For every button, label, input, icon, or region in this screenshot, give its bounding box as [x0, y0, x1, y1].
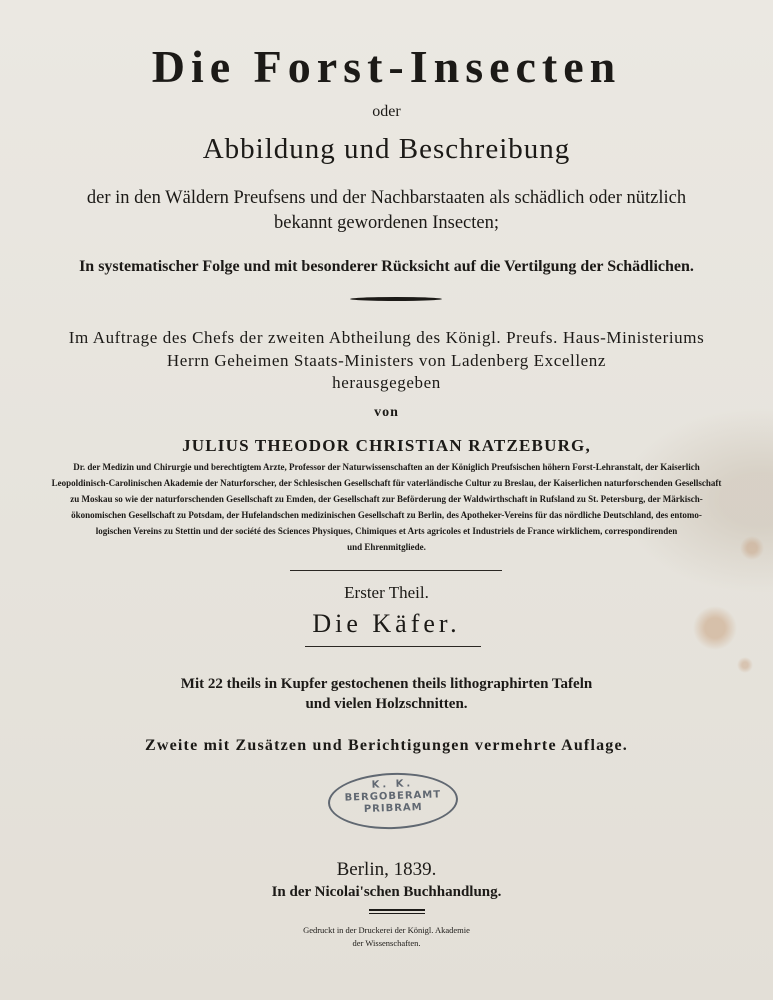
- stamp-line: K. K.: [371, 778, 414, 791]
- library-stamp: [327, 771, 459, 832]
- commission-line-2: Herrn Geheimen Staats-Ministers von Ladenberg Excellenz: [166, 351, 607, 370]
- printer-line-1: Gedruckt in der Druckerei der Königl. Akademie: [303, 925, 470, 935]
- author-credentials-line: Dr. der Medizin und Chirurgie und berechtigtem Arzte, Professor der Naturwissenschaften an der Königlich Preufsischen höhern Forst-Lehranstalt, der Kaiserlich: [73, 462, 700, 472]
- author-credentials-line: ökonomischen Gesellschaft zu Potsdam, der Hufelandschen medizinischen Gesellschaft zu Berlin, des Apotheker-Vereins für das nördliche Deutschland, des entomo-: [71, 510, 702, 520]
- double-rule: [369, 913, 425, 914]
- printer-line-2: der Wissenschaften.: [352, 938, 421, 948]
- plates-line-1: Mit 22 theils in Kupfer gestochenen theils lithographirten Tafeln: [180, 676, 593, 692]
- stamp-line: BERGOBERAMT: [344, 789, 442, 804]
- part-number: Erster Theil.: [344, 583, 429, 602]
- stamp-line: PRIBRAM: [363, 801, 423, 816]
- author-credentials-line: zu Moskau so wie der naturforschenden Gesellschaft zu Emden, der Gesellschaft zur Beförderung der Waldwirthschaft in Rufsland zu St. Petersburg, der Märkisch-: [70, 494, 703, 504]
- edition-statement: Zweite mit Zusätzen und Berichtigungen vermehrte Auflage.: [144, 737, 629, 754]
- divider-rule: [305, 646, 481, 647]
- author-credentials-line: Leopoldinisch-Carolinischen Akademie der Naturforscher, der Schlesischen Gesellschaft für vaterländische Cultur zu Breslau, der Kaiserlichen naturforschenden Gesellschaft: [51, 478, 722, 488]
- author-credentials-line: logischen Vereins zu Stettin und der société des Sciences Physiques, Chimiques et Arts agricoles et Industriels de France wirklichem, correspondirenden: [95, 526, 678, 536]
- commission-line-1: Im Auftrage des Chefs der zweiten Abtheilung des Königl. Preufs. Haus-Ministeriums: [68, 328, 705, 347]
- ornamental-rule: [350, 297, 442, 301]
- subtitle-line-2: bekannt gewordenen Insecten;: [274, 213, 499, 233]
- book-title: Die Forst-Insecten: [151, 41, 622, 92]
- place-and-year: Berlin, 1839.: [336, 859, 437, 880]
- part-title: Die Käfer.: [312, 609, 461, 638]
- subtitle-line-1: der in den Wäldern Preufsens und der Nachbarstaaten als schädlich oder nützlich: [86, 188, 687, 208]
- divider-rule: [290, 570, 502, 571]
- author-credentials-line: und Ehrenmitgliede.: [347, 542, 426, 552]
- plates-line-2: und vielen Holzschnitten.: [305, 696, 468, 712]
- author-name: JULIUS THEODOR CHRISTIAN RATZEBURG,: [182, 436, 591, 455]
- title-connector: oder: [372, 103, 401, 120]
- by-line: von: [374, 405, 399, 420]
- commission-line-3: herausgegeben: [332, 373, 441, 392]
- double-rule: [369, 909, 425, 911]
- subtitle-main: Abbildung und Beschreibung: [202, 133, 571, 165]
- publisher: In der Nicolai'schen Buchhandlung.: [271, 884, 502, 900]
- subtitle-line-3: In systematischer Folge und mit besonderer Rücksicht auf die Vertilgung der Schädlichen.: [79, 258, 694, 275]
